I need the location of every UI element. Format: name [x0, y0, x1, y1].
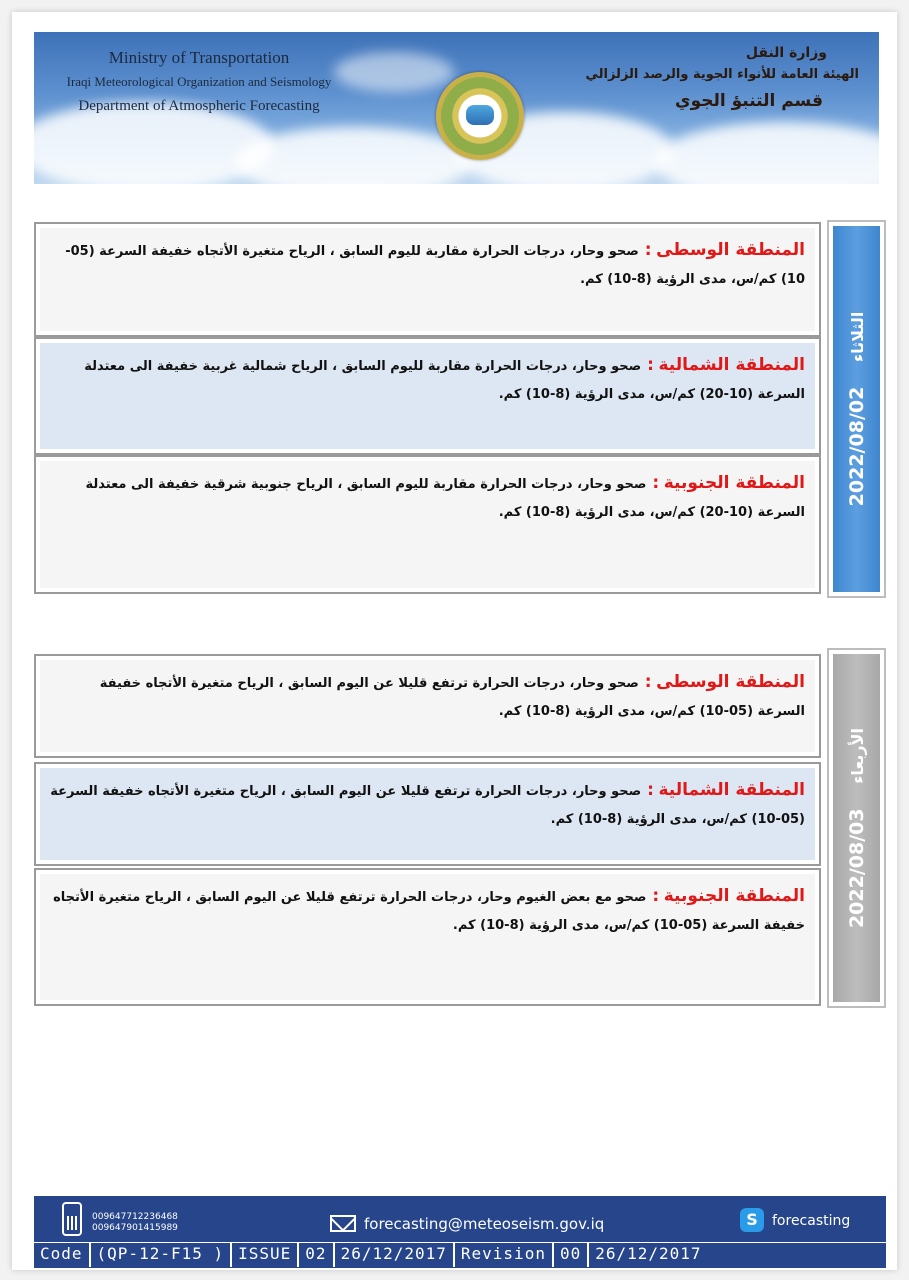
skype-handle: forecasting [772, 1213, 851, 1229]
day-name: الأربعاء [847, 727, 867, 784]
header-arabic [579, 42, 859, 116]
region-south: المنطقة الجنوبية : صحو مع بعض الغيوم وحار، درجات الحرارة ترتفع قليلا عن اليوم السابق ، الرياح متغيرة الأتجاه خفيفة السرعة (05-10) كم/س، مدى الرؤية (8-10) كم. [34, 868, 821, 1006]
issue-number: 02 [297, 1243, 332, 1267]
region-name: المنطقة الوسطى [656, 672, 805, 692]
forecast-date: 2022/08/03 [845, 808, 868, 929]
issue-date: 26/12/2017 [333, 1243, 453, 1267]
header-english [34, 46, 364, 118]
revision-number: 00 [552, 1243, 587, 1267]
region-name: المنطقة الجنوبية [663, 886, 805, 906]
region-central: المنطقة الوسطى : صحو وحار، درجات الحرارة ترتفع قليلا عن اليوم السابق ، الرياح متغيرة الأتجاه خفيفة السرعة (05-10) كم/س، مدى الرؤية (8-10) كم. [34, 654, 821, 758]
revision-label: Revision [453, 1243, 552, 1267]
region-forecast-text: صحو وحار، درجات الحرارة ترتفع قليلا عن اليوم السابق ، الرياح متغيرة الأتجاه خفيفة السرعة (05-10) كم/س، مدى الرؤية (8-10) كم. [99, 676, 805, 719]
phone-number: 009647901415989 [92, 1223, 178, 1233]
skype-icon: S [740, 1208, 764, 1232]
forecast-day-1 [34, 222, 886, 594]
email-address[interactable]: forecasting@meteoseism.gov.iq [364, 1215, 605, 1233]
issue-label: ISSUE [230, 1243, 297, 1267]
document-page [12, 12, 897, 1270]
header-banner [34, 32, 879, 184]
region-name: المنطقة الشمالية [658, 780, 805, 800]
phone-number: 009647712236468 [92, 1212, 178, 1222]
organization-name-en: Iraqi Meteorological Organization and Seismology [66, 74, 332, 89]
phone-numbers [92, 1212, 178, 1234]
region-name: المنطقة الشمالية [658, 355, 805, 375]
footer-bar [34, 1196, 886, 1268]
region-forecast-text: صحو وحار، درجات الحرارة مقاربة لليوم السابق ، الرياح جنوبية شرقية خفيفة الى معتدلة السرعة (10-20) كم/س، مدى الرؤية (8-10) كم. [85, 477, 805, 520]
ministry-name-ar: وزارة النقل [745, 45, 827, 61]
region-forecast-text: صحو وحار، درجات الحرارة ترتفع قليلا عن اليوم السابق ، الرياح متغيرة الأتجاه خفيفة السرعة (05-10) كم/س، مدى الرؤية (8-10) كم. [50, 784, 805, 827]
region-name: المنطقة الجنوبية [663, 473, 805, 493]
region-central: المنطقة الوسطى : صحو وحار، درجات الحرارة مقاربة لليوم السابق ، الرياح متغيرة الأتجاه خفيفة السرعة (05-10) كم/س، مدى الرؤية (8-10) كم. [34, 222, 821, 337]
day-date-tab [829, 650, 884, 1006]
department-name-ar: قسم التنبؤ الجوي [675, 91, 823, 111]
mail-icon [330, 1215, 356, 1232]
document-code-row [34, 1242, 886, 1267]
department-name-en: Department of Atmospheric Forecasting [78, 98, 320, 114]
phone-icon [62, 1202, 82, 1236]
region-forecast-text: صحو وحار، درجات الحرارة مقاربة لليوم السابق ، الرياح متغيرة الأتجاه خفيفة السرعة (05-10) كم/س، مدى الرؤية (8-10) كم. [65, 244, 805, 287]
organization-name-ar: الهيئة العامة للأنواء الجوية والرصد الزلزالي [585, 67, 859, 82]
region-north: المنطقة الشمالية : صحو وحار، درجات الحرارة مقاربة لليوم السابق ، الرياح شمالية غربية خفيفة الى معتدلة السرعة (10-20) كم/س، مدى الرؤية (8-10) كم. [34, 337, 821, 455]
region-name: المنطقة الوسطى [656, 240, 805, 260]
region-forecast-text: صحو مع بعض الغيوم وحار، درجات الحرارة ترتفع قليلا عن اليوم السابق ، الرياح متغيرة الأتجاه خفيفة السرعة (05-10) كم/س، مدى الرؤية (8-10) كم. [53, 890, 805, 933]
organization-logo-icon [436, 72, 524, 160]
region-forecast-text: صحو وحار، درجات الحرارة مقاربة لليوم السابق ، الرياح شمالية غربية خفيفة الى معتدلة السرعة (10-20) كم/س، مدى الرؤية (8-10) كم. [84, 359, 805, 402]
region-south: المنطقة الجنوبية : صحو وحار، درجات الحرارة مقاربة لليوم السابق ، الرياح جنوبية شرقية خفيفة الى معتدلة السرعة (10-20) كم/س، مدى الرؤية (8-10) كم. [34, 455, 821, 594]
forecast-date: 2022/08/02 [845, 386, 868, 507]
region-north: المنطقة الشمالية : صحو وحار، درجات الحرارة ترتفع قليلا عن اليوم السابق ، الرياح متغيرة الأتجاه خفيفة السرعة (05-10) كم/س، مدى الرؤية (8-10) كم. [34, 762, 821, 866]
day-date-tab [829, 222, 884, 596]
day-name: الثلاثاء [847, 311, 867, 363]
code-value: (QP-12-F15 ) [89, 1243, 231, 1267]
ministry-name-en: Ministry of Transportation [108, 48, 290, 67]
revision-date: 26/12/2017 [587, 1243, 707, 1267]
code-label: Code [40, 1244, 83, 1263]
forecast-day-2 [34, 654, 886, 1006]
